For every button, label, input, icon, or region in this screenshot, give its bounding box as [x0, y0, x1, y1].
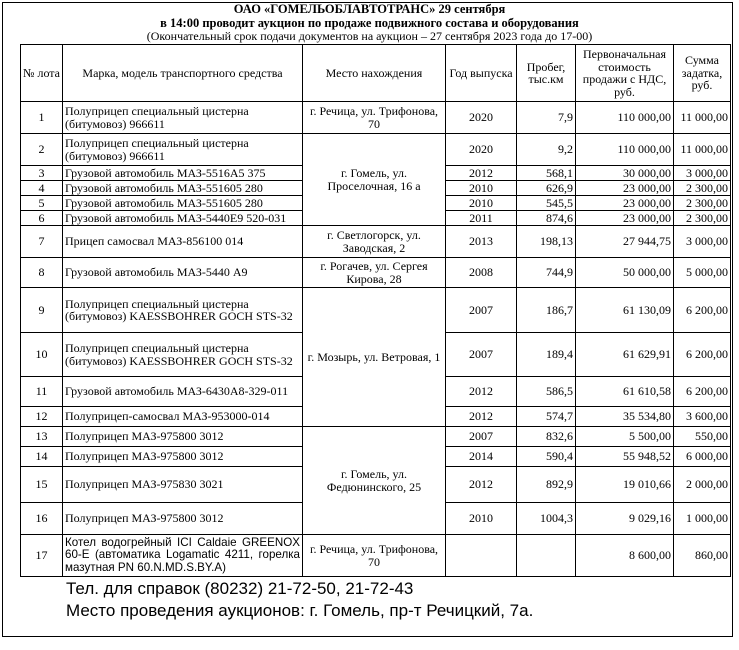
announcement-header	[0, 3, 739, 44]
lot-number: 6	[21, 211, 63, 226]
vehicle-model: Полуприцеп специальный цистерна (битумовоз) KAESSBOHRER GOCH STS-32	[63, 288, 303, 333]
mileage-cell: 892,9	[517, 467, 576, 503]
deposit-cell: 1 000,00	[674, 503, 731, 535]
col-header-deposit: Сумма задатка, руб.	[674, 45, 731, 102]
vehicle-model: Полуприцеп МАЗ-975800 3012	[63, 427, 303, 447]
auction-venue: Место проведения аукционов: г. Гомель, пр-т Речицкий, 7а.	[66, 601, 534, 620]
lot-number: 13	[21, 427, 63, 447]
year-cell: 2007	[446, 427, 517, 447]
col-header-mileage: Пробег, тыс.км	[517, 45, 576, 102]
deposit-cell: 2 300,00	[674, 211, 731, 226]
location-cell: г. Рогачев, ул. Сергея Кирова, 28	[303, 258, 446, 288]
lot-number: 2	[21, 134, 63, 166]
price-cell: 9 029,16	[576, 503, 674, 535]
lot-number: 12	[21, 407, 63, 427]
lot-number: 10	[21, 333, 63, 377]
year-cell: 2010	[446, 503, 517, 535]
vehicle-model: Грузовой автомобиль МАЗ-5440Е9 520-031	[63, 211, 303, 226]
vehicle-model: Полуприцеп МАЗ-975800 3012	[63, 503, 303, 535]
deposit-cell: 2 300,00	[674, 181, 731, 196]
price-cell: 23 000,00	[576, 211, 674, 226]
price-cell: 19 010,66	[576, 467, 674, 503]
mileage-cell: 626,9	[517, 181, 576, 196]
year-cell: 2007	[446, 288, 517, 333]
deposit-cell: 6 200,00	[674, 377, 731, 407]
price-cell: 110 000,00	[576, 102, 674, 134]
vehicle-model: Грузовой автомобиль МАЗ-5440 А9	[63, 258, 303, 288]
mileage-cell: 186,7	[517, 288, 576, 333]
lot-number: 8	[21, 258, 63, 288]
mileage-cell: 545,5	[517, 196, 576, 211]
table-row	[21, 102, 731, 134]
deposit-cell: 6 200,00	[674, 333, 731, 377]
mileage-cell: 590,4	[517, 447, 576, 467]
deposit-cell: 550,00	[674, 427, 731, 447]
header-subtitle: в 14:00 проводит аукцион по продаже подвижного состава и оборудования	[160, 15, 579, 30]
vehicle-model: Полуприцеп-самосвал МАЗ-953000-014	[63, 407, 303, 427]
header-title: ОАО «ГОМЕЛЬОБЛАВТОТРАНС» 29 сентября	[233, 2, 506, 16]
deposit-cell: 3 600,00	[674, 407, 731, 427]
year-cell: 2012	[446, 407, 517, 427]
lot-number: 17	[21, 535, 63, 577]
price-cell: 61 130,09	[576, 288, 674, 333]
lot-number: 4	[21, 181, 63, 196]
mileage-cell: 568,1	[517, 166, 576, 181]
vehicle-model: Грузовой автомобиль МАЗ-6430А8-329-011	[63, 377, 303, 407]
price-cell: 50 000,00	[576, 258, 674, 288]
col-header-location: Место нахождения	[303, 45, 446, 102]
vehicle-model: Грузовой автомобиль МАЗ-551605 280	[63, 196, 303, 211]
mileage-cell: 874,6	[517, 211, 576, 226]
mileage-cell: 1004,3	[517, 503, 576, 535]
price-cell: 23 000,00	[576, 196, 674, 211]
mileage-cell: 189,4	[517, 333, 576, 377]
col-header-model: Марка, модель транспортного средства	[63, 45, 303, 102]
deposit-cell: 2 300,00	[674, 196, 731, 211]
year-cell: 2012	[446, 467, 517, 503]
vehicle-model: Полуприцеп специальный цистерна (битумовоз) 966611	[63, 102, 303, 134]
mileage-cell: 198,13	[517, 226, 576, 258]
price-cell: 27 944,75	[576, 226, 674, 258]
deposit-cell: 3 000,00	[674, 166, 731, 181]
lot-number: 7	[21, 226, 63, 258]
header-deadline: (Окончательный срок подачи документов на аукцион – 27 сентября 2023 года до 17-00)	[146, 29, 593, 43]
vehicle-model: Прицеп самосвал МАЗ-856100 014	[63, 226, 303, 258]
deposit-cell: 5 000,00	[674, 258, 731, 288]
location-cell: г. Мозырь, ул. Ветровая, 1	[303, 288, 446, 427]
year-cell: 2014	[446, 447, 517, 467]
deposit-cell: 3 000,00	[674, 226, 731, 258]
table-header-row	[21, 45, 731, 102]
lot-number: 15	[21, 467, 63, 503]
table-row	[21, 226, 731, 258]
year-cell: 2010	[446, 196, 517, 211]
col-header-year: Год выпуска	[446, 45, 517, 102]
year-cell: 2010	[446, 181, 517, 196]
vehicle-model: Полуприцеп специальный цистерна (битумовоз) KAESSBOHRER GOCH STS-32	[63, 333, 303, 377]
location-cell: г. Гомель, ул. Проселочная, 16 а	[303, 134, 446, 226]
price-cell: 30 000,00	[576, 166, 674, 181]
year-cell: 2012	[446, 377, 517, 407]
price-cell: 23 000,00	[576, 181, 674, 196]
price-cell: 61 610,58	[576, 377, 674, 407]
year-cell: 2011	[446, 211, 517, 226]
year-cell: 2020	[446, 102, 517, 134]
vehicle-model: Грузовой автомобиль МАЗ-5516А5 375	[63, 166, 303, 181]
vehicle-model: Полуприцеп специальный цистерна (битумовоз) 966611	[63, 134, 303, 166]
price-cell: 61 629,91	[576, 333, 674, 377]
vehicle-model: Полуприцеп МАЗ-975830 3021	[63, 467, 303, 503]
vehicle-model: Полуприцеп МАЗ-975800 3012	[63, 447, 303, 467]
lot-number: 5	[21, 196, 63, 211]
table-row	[21, 427, 731, 447]
location-cell: г. Светлогорск, ул. Заводская, 2	[303, 226, 446, 258]
deposit-cell: 6 200,00	[674, 288, 731, 333]
location-cell: г. Гомель, ул. Федюнинского, 25	[303, 427, 446, 535]
mileage-cell: 7,9	[517, 102, 576, 134]
mileage-cell: 586,5	[517, 377, 576, 407]
price-cell: 5 500,00	[576, 427, 674, 447]
lot-number: 3	[21, 166, 63, 181]
location-cell: г. Речица, ул. Трифонова, 70	[303, 535, 446, 577]
lot-number: 1	[21, 102, 63, 134]
table-row	[21, 535, 731, 577]
lot-number: 14	[21, 447, 63, 467]
year-cell: 2008	[446, 258, 517, 288]
table-row	[21, 258, 731, 288]
year-cell: 2007	[446, 333, 517, 377]
price-cell: 55 948,52	[576, 447, 674, 467]
deposit-cell: 2 000,00	[674, 467, 731, 503]
deposit-cell: 11 000,00	[674, 134, 731, 166]
price-cell: 110 000,00	[576, 134, 674, 166]
year-cell: 2012	[446, 166, 517, 181]
col-header-price: Первоначальная стоимость продажи с НДС, руб.	[576, 45, 674, 102]
price-cell: 35 534,80	[576, 407, 674, 427]
deposit-cell: 11 000,00	[674, 102, 731, 134]
year-cell	[446, 535, 517, 577]
mileage-cell: 744,9	[517, 258, 576, 288]
location-cell: г. Речица, ул. Трифонова, 70	[303, 102, 446, 134]
lot-number: 11	[21, 377, 63, 407]
auction-lots-table	[20, 44, 731, 577]
lot-number: 9	[21, 288, 63, 333]
lot-number: 16	[21, 503, 63, 535]
mileage-cell: 574,7	[517, 407, 576, 427]
year-cell: 2013	[446, 226, 517, 258]
mileage-cell: 9,2	[517, 134, 576, 166]
vehicle-model: Грузовой автомобиль МАЗ-551605 280	[63, 181, 303, 196]
deposit-cell: 860,00	[674, 535, 731, 577]
deposit-cell: 6 000,00	[674, 447, 731, 467]
col-header-lot: № лота	[21, 45, 63, 102]
year-cell: 2020	[446, 134, 517, 166]
vehicle-model: Котел водогрейный ICI Caldaie GREENOX 60-E (автоматика Logamatic 4211, горелка мазутная PN 60.N.MD.S.BY.A)	[63, 535, 303, 577]
price-cell: 8 600,00	[576, 535, 674, 577]
table-row	[21, 288, 731, 333]
table-row	[21, 134, 731, 166]
mileage-cell	[517, 535, 576, 577]
mileage-cell: 832,6	[517, 427, 576, 447]
contact-phone: Тел. для справок (80232) 21-72-50, 21-72-43	[66, 579, 414, 598]
